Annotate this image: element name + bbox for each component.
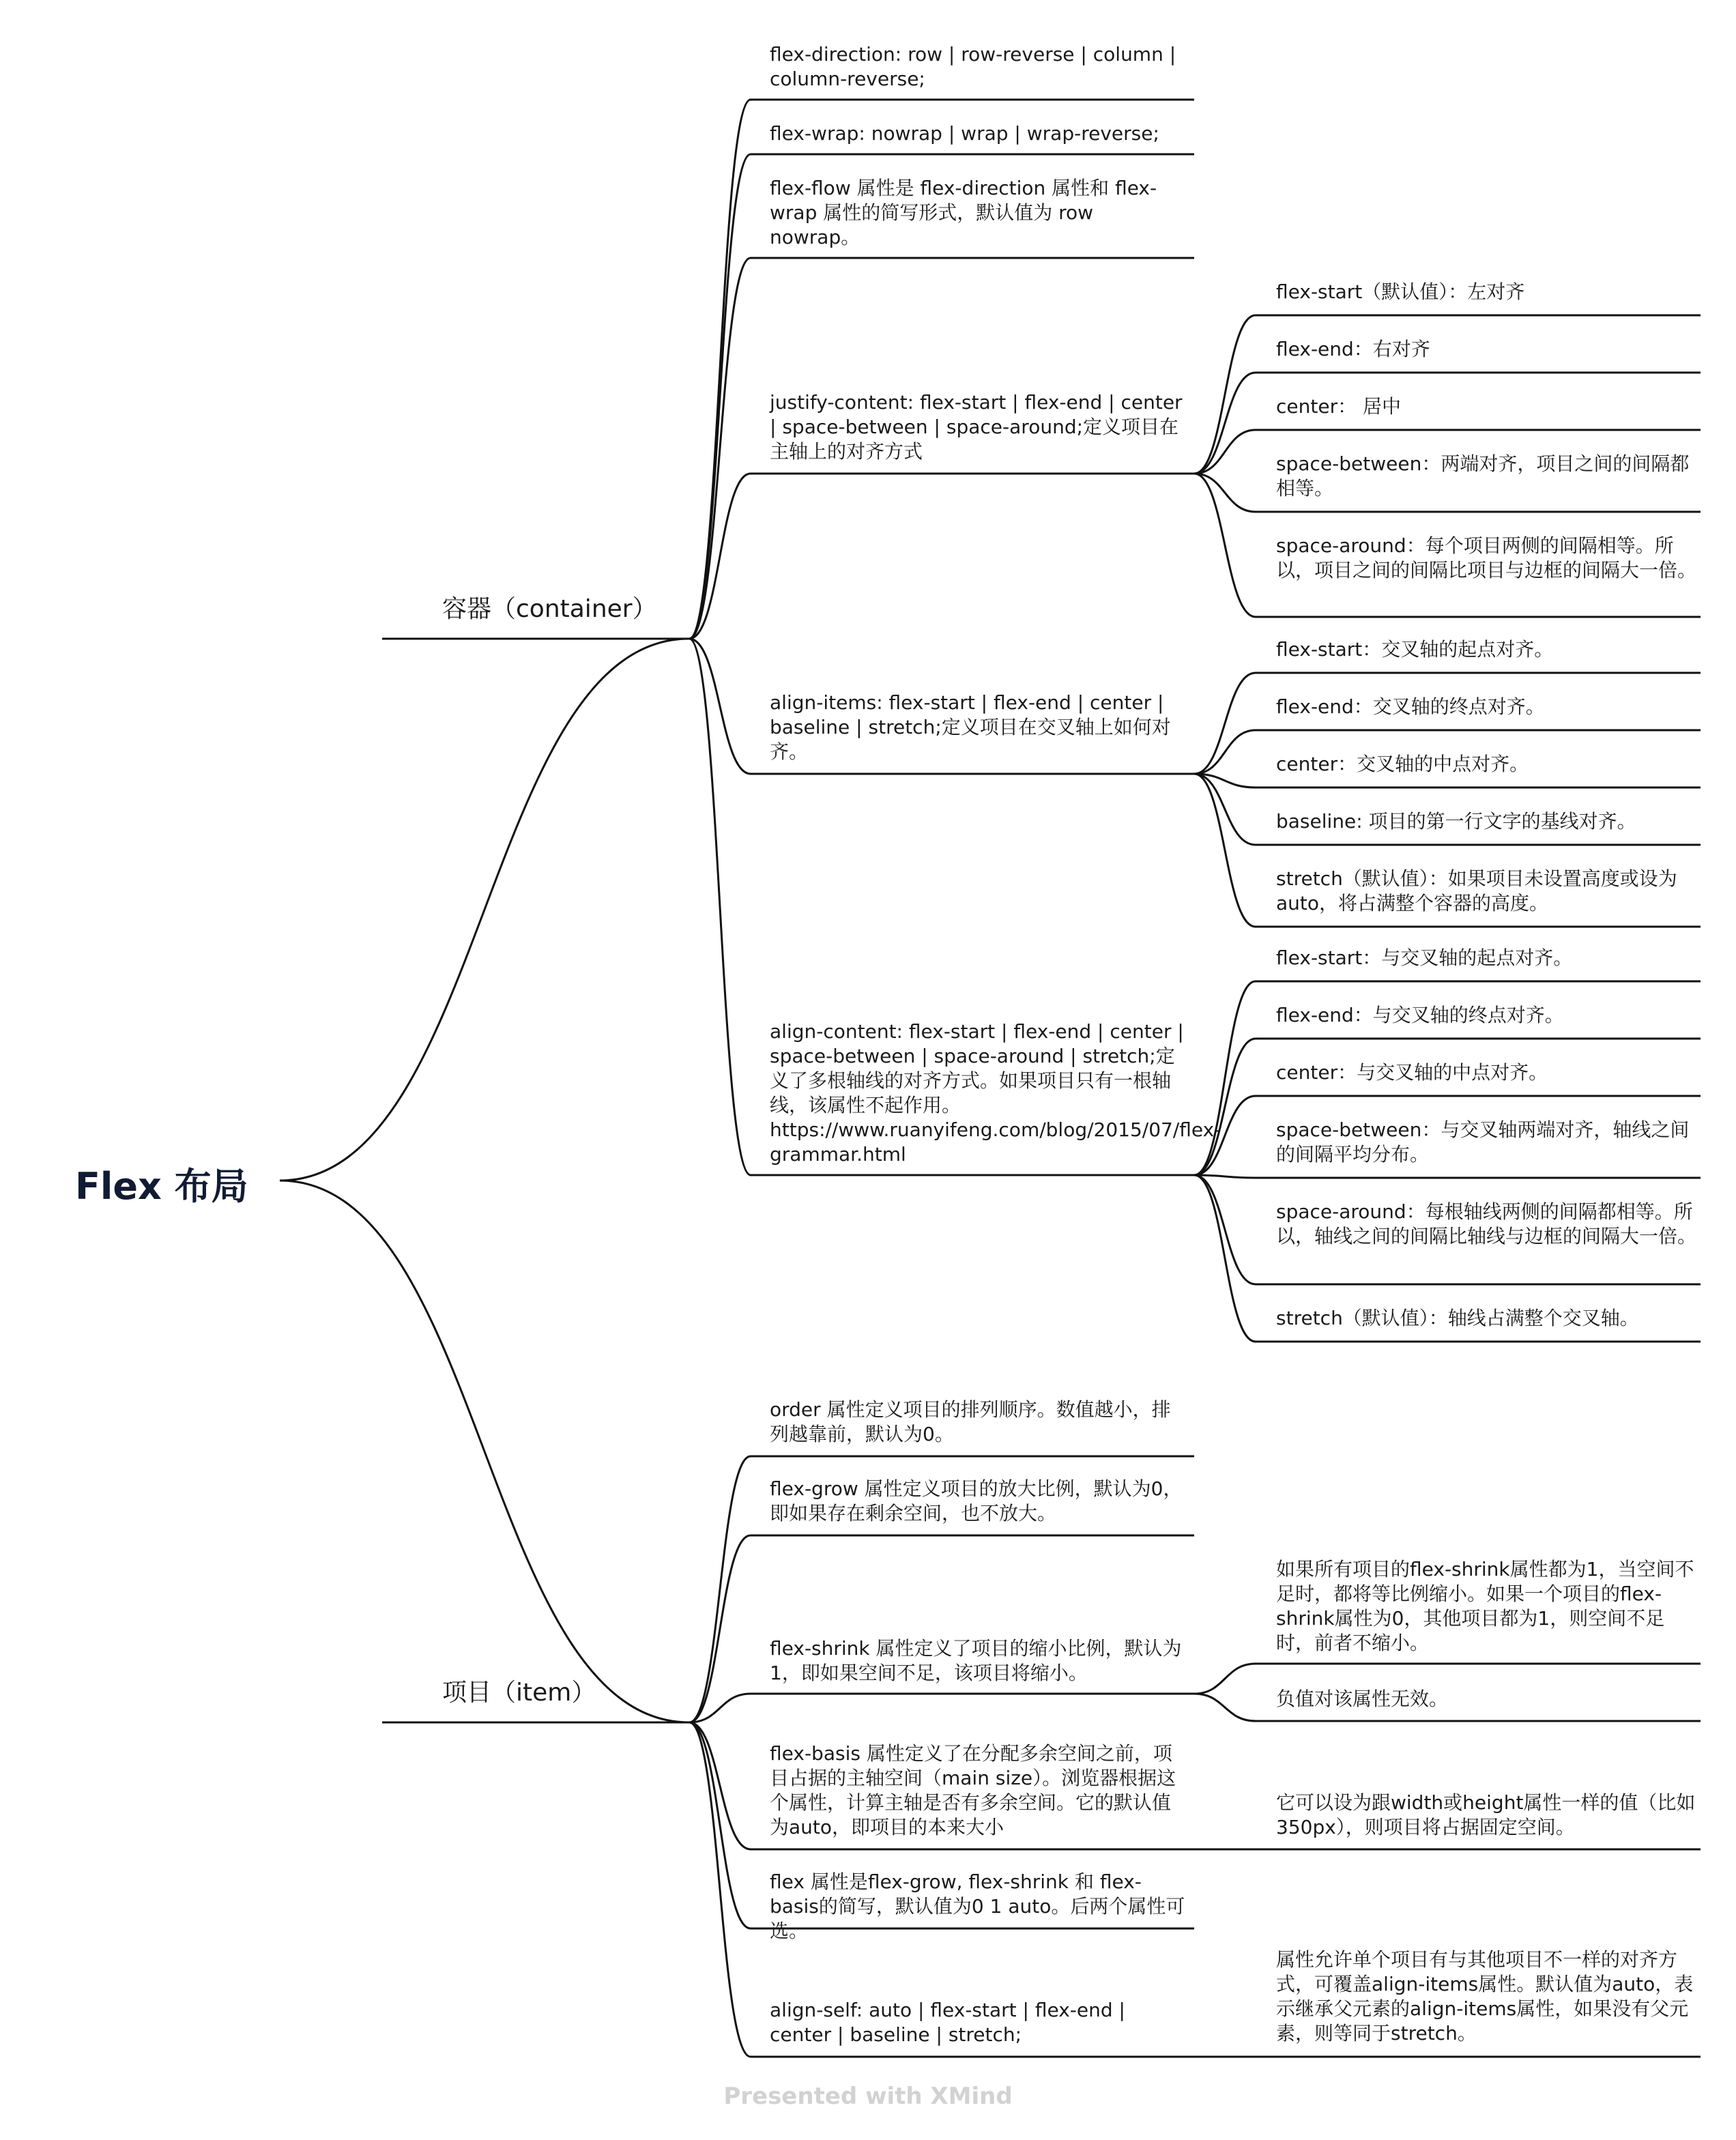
shrink-detail[interactable]: 如果所有项目的flex-shrink属性都为1，当空间不足时，都将等比例缩小。如果一个项目的flex-shrink属性为0，其他项目都为1，则空间不足时，前者不缩小。 (1276, 1558, 1694, 1654)
branch-container[interactable]: 容器（container） (442, 595, 657, 623)
ac-space-around[interactable]: space-around：每根轴线两侧的间隔都相等。所以，轴线之间的间隔比轴线与边框的间隔大一倍。 (1276, 1200, 1697, 1247)
topic-align-content[interactable]: align-content: flex-start | flex-end | center | space-between | space-around | stretch;定义了多根轴线的对齐方式。如果项目只有一根轴线，该属性不起作用。https://www.ruanyifeng.com/blog/2015/07/flex-grammar.html (770, 1020, 1221, 1166)
topic-flex-shrink[interactable]: flex-shrink 属性定义了项目的缩小比例，默认为1，即如果空间不足，该项目将缩小。 (770, 1637, 1182, 1684)
ai-link-4 (1194, 774, 1256, 927)
container-link-2 (689, 258, 751, 639)
ai-flex-start[interactable]: flex-start：交叉轴的起点对齐。 (1276, 638, 1554, 661)
ac-link-3 (1194, 1175, 1256, 1178)
topic-flex-grow[interactable]: flex-grow 属性定义项目的放大比例，默认为0，即如果存在剩余空间，也不放大。 (770, 1477, 1183, 1524)
root-topic[interactable]: Flex 布局 (75, 1165, 248, 1208)
topic-flex-basis[interactable]: flex-basis 属性定义了在分配多余空间之前，项目占据的主轴空间（main size）。浏览器根据这个属性，计算主轴是否有多余空间。它的默认值为auto，即项目的本来大小 (770, 1742, 1176, 1838)
ac-link-0 (1194, 981, 1256, 1175)
item-link-5 (689, 1722, 751, 2057)
jc-center[interactable]: center： 居中 (1276, 395, 1401, 418)
basis-detail[interactable]: 它可以设为跟width或height属性一样的值（比如350px），则项目将占据固定空间。 (1276, 1791, 1696, 1838)
ai-stretch[interactable]: stretch（默认值）：如果项目未设置高度或设为auto，将占满整个容器的高度。 (1276, 867, 1677, 914)
jc-link-0 (1194, 315, 1256, 474)
topic-order[interactable]: order 属性定义项目的排列顺序。数值越小，排列越靠前，默认为0。 (770, 1398, 1171, 1445)
item-link-0 (689, 1456, 751, 1722)
topic-flex-direction[interactable]: flex-direction: row | row-reverse | column | column-reverse; (770, 43, 1176, 90)
ac-center[interactable]: center：与交叉轴的中点对齐。 (1276, 1061, 1548, 1084)
jc-space-around[interactable]: space-around：每个项目两侧的间隔相等。所以，项目之间的间隔比项目与边框的间隔大一倍。 (1276, 534, 1697, 581)
ai-link-1 (1194, 730, 1256, 774)
footer-watermark: Presented with XMind (723, 2083, 1013, 2110)
jc-flex-start[interactable]: flex-start（默认值）：左对齐 (1276, 280, 1525, 303)
container-link-5 (689, 639, 751, 1175)
topic-justify-content[interactable]: justify-content: flex-start | flex-end | center | space-between | space-around;定义项目在主轴上的对齐方式 (770, 391, 1183, 463)
topic-align-items[interactable]: align-items: flex-start | flex-end | center | baseline | stretch;定义项目在交叉轴上如何对齐。 (770, 691, 1171, 763)
shrink-link-0 (1194, 1664, 1256, 1694)
ac-stretch[interactable]: stretch（默认值）：轴线占满整个交叉轴。 (1276, 1307, 1639, 1329)
container-link-1 (689, 154, 751, 639)
jc-space-between[interactable]: space-between：两端对齐，项目之间的间隔都相等。 (1276, 452, 1690, 500)
ac-flex-start[interactable]: flex-start：与交叉轴的起点对齐。 (1276, 946, 1573, 969)
ai-baseline[interactable]: baseline: 项目的第一行文字的基线对齐。 (1276, 810, 1636, 833)
align-self-detail[interactable]: 属性允许单个项目有与其他项目不一样的对齐方式，可覆盖align-items属性。默认值为auto，表示继承父元素的align-items属性，如果没有父元素，则等同于stretch。 (1276, 1948, 1694, 2044)
shrink-link-1 (1194, 1694, 1256, 1721)
ai-link-3 (1194, 774, 1256, 845)
ac-link-1 (1194, 1039, 1256, 1175)
ac-space-between[interactable]: space-between：与交叉轴两端对齐，轴线之间的间隔平均分布。 (1276, 1118, 1690, 1166)
ac-link-4 (1194, 1175, 1256, 1284)
jc-flex-end[interactable]: flex-end：右对齐 (1276, 338, 1430, 360)
ac-link-5 (1194, 1175, 1256, 1342)
jc-link-1 (1194, 373, 1256, 474)
ac-flex-end[interactable]: flex-end：与交叉轴的终点对齐。 (1276, 1004, 1564, 1026)
ai-link-0 (1194, 673, 1256, 774)
topic-flex[interactable]: flex 属性是flex-grow, flex-shrink 和 flex-basis的简写，默认值为0 1 auto。后两个属性可选。 (770, 1870, 1185, 1942)
container-link-3 (689, 474, 751, 639)
jc-link-4 (1194, 474, 1256, 617)
shrink-negative[interactable]: 负值对该属性无效。 (1276, 1688, 1449, 1710)
topic-align-self[interactable]: align-self: auto | flex-start | flex-end | center | baseline | stretch; (770, 1999, 1125, 2046)
topic-flex-wrap[interactable]: flex-wrap: nowrap | wrap | wrap-reverse; (770, 122, 1159, 145)
ai-flex-end[interactable]: flex-end：交叉轴的终点对齐。 (1276, 695, 1545, 718)
item-link-2 (689, 1694, 751, 1722)
topic-flex-flow[interactable]: flex-flow 属性是 flex-direction 属性和 flex-wrap 属性的简写形式，默认值为 row nowrap。 (770, 177, 1157, 248)
root-to-container-line (280, 639, 689, 1181)
ai-center[interactable]: center：交叉轴的中点对齐。 (1276, 753, 1529, 775)
root-to-item-line (280, 1181, 689, 1722)
branch-item[interactable]: 项目（item） (442, 1679, 596, 1707)
